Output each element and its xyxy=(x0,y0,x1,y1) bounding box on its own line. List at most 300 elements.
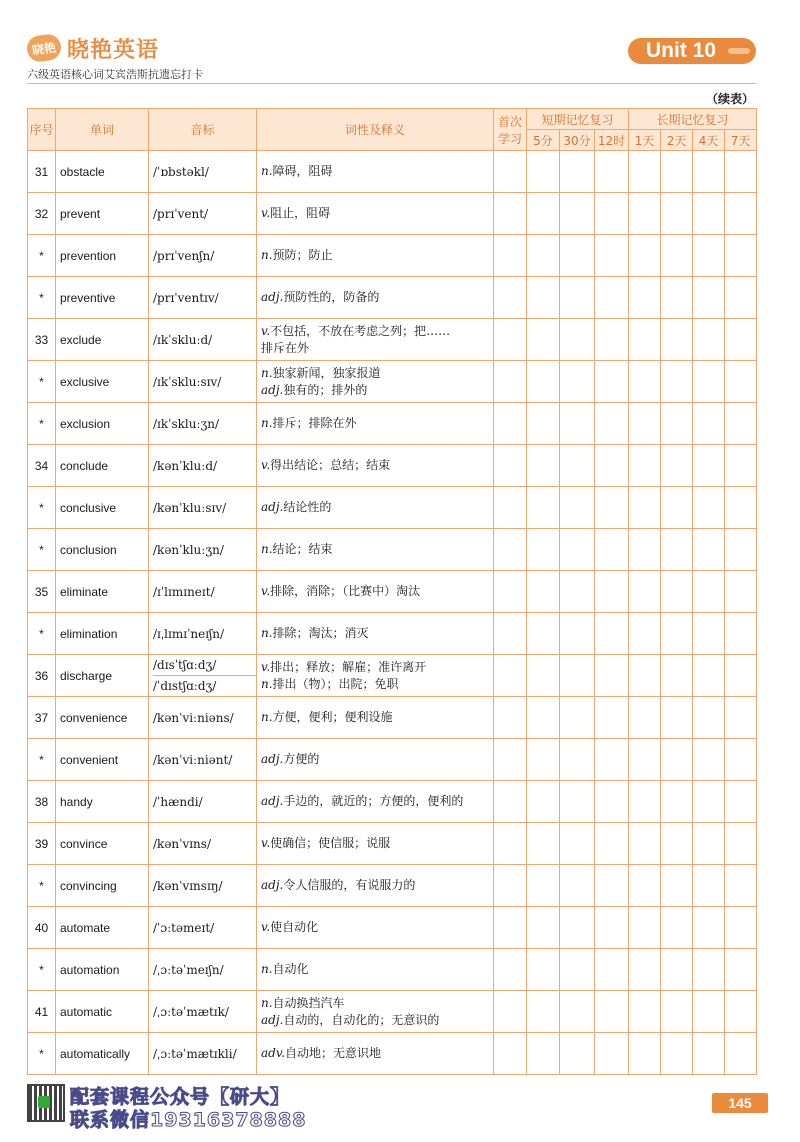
definition-line xyxy=(261,676,493,693)
review-checkbox-cell xyxy=(560,403,595,445)
row-seq: * xyxy=(28,487,56,529)
header-short-30min: 30分 xyxy=(560,130,595,151)
vocab-table-body xyxy=(28,151,757,1075)
row-definition xyxy=(257,991,494,1033)
row-definition xyxy=(257,697,494,739)
row-phonetic: /kənˈvɪns/ xyxy=(149,823,257,865)
review-checkbox-cell xyxy=(693,949,725,991)
table-row xyxy=(28,655,757,697)
part-of-speech: n. xyxy=(261,248,273,262)
row-definition xyxy=(257,949,494,991)
review-checkbox-cell xyxy=(560,697,595,739)
table-row xyxy=(28,1033,757,1075)
row-phonetic: /ˌɔːtəˈmætɪk/ xyxy=(149,991,257,1033)
review-checkbox-cell xyxy=(725,697,757,739)
review-checkbox-cell xyxy=(595,193,629,235)
definition-line xyxy=(261,1045,493,1062)
review-checkbox-cell xyxy=(494,151,527,193)
row-word: prevention xyxy=(56,235,149,277)
review-checkbox-cell xyxy=(560,823,595,865)
table-row xyxy=(28,991,757,1033)
row-phonetic: /ɪkˈskluːsɪv/ xyxy=(149,361,257,403)
review-checkbox-cell xyxy=(661,445,693,487)
review-checkbox-cell xyxy=(629,151,661,193)
review-checkbox-cell xyxy=(661,697,693,739)
row-word: convince xyxy=(56,823,149,865)
row-phonetic: /ɪˌlɪmɪˈneɪʃn/ xyxy=(149,613,257,655)
part-of-speech: adj. xyxy=(261,752,284,766)
review-checkbox-cell xyxy=(661,193,693,235)
row-phonetic: /ˌɔːtəˈmeɪʃn/ xyxy=(149,949,257,991)
review-checkbox-cell xyxy=(494,613,527,655)
table-row xyxy=(28,235,757,277)
definition-text: 使确信；使信服；说服 xyxy=(270,836,391,850)
row-phonetic: /kənˈkluːʒn/ xyxy=(149,529,257,571)
definition-line xyxy=(261,751,493,768)
row-word: exclude xyxy=(56,319,149,361)
row-word: discharge xyxy=(56,655,149,697)
row-seq: 33 xyxy=(28,319,56,361)
review-checkbox-cell xyxy=(494,949,527,991)
review-checkbox-cell xyxy=(629,235,661,277)
definition-text: 排斥；排除在外 xyxy=(272,416,357,430)
header-divider xyxy=(27,83,756,84)
definition-text: 自动的，自动化的；无意识的 xyxy=(283,1012,440,1027)
review-checkbox-cell xyxy=(527,697,560,739)
review-checkbox-cell xyxy=(693,361,725,403)
row-seq: 36 xyxy=(28,655,56,697)
part-of-speech: n. xyxy=(261,542,273,556)
row-phonetic: /ɪˈlɪmɪneɪt/ xyxy=(149,571,257,613)
review-checkbox-cell xyxy=(629,823,661,865)
row-seq: 39 xyxy=(28,823,56,865)
header-phonetic: 音标 xyxy=(149,109,257,151)
review-checkbox-cell xyxy=(527,823,560,865)
review-checkbox-cell xyxy=(629,529,661,571)
review-checkbox-cell xyxy=(527,277,560,319)
review-checkbox-cell xyxy=(693,193,725,235)
row-word: automate xyxy=(56,907,149,949)
review-checkbox-cell xyxy=(725,781,757,823)
definition-line xyxy=(261,625,493,642)
definition-text: 阻止，阻碍 xyxy=(270,206,331,220)
review-checkbox-cell xyxy=(629,949,661,991)
part-of-speech: adj. xyxy=(261,878,284,892)
definition-text: 障碍，阻碍 xyxy=(272,164,333,178)
review-checkbox-cell xyxy=(693,151,725,193)
review-checkbox-cell xyxy=(661,739,693,781)
table-row xyxy=(28,613,757,655)
row-phonetic: /kənˈviːniənt/ xyxy=(149,739,257,781)
row-phonetic: /prɪˈventɪv/ xyxy=(149,277,257,319)
definition-text: 预防性的，防备的 xyxy=(283,290,380,304)
review-checkbox-cell xyxy=(527,865,560,907)
review-checkbox-cell xyxy=(693,403,725,445)
review-checkbox-cell xyxy=(725,655,757,697)
review-checkbox-cell xyxy=(725,361,757,403)
row-phonetic: /kənˈvɪnsɪŋ/ xyxy=(149,865,257,907)
table-row xyxy=(28,445,757,487)
review-checkbox-cell xyxy=(725,403,757,445)
part-of-speech: v. xyxy=(261,920,271,934)
row-word: prevent xyxy=(56,193,149,235)
header-long-7d: 7天 xyxy=(725,130,757,151)
table-row xyxy=(28,319,757,361)
row-definition xyxy=(257,781,494,823)
row-phonetic: /prɪˈvent/ xyxy=(149,193,257,235)
review-checkbox-cell xyxy=(527,781,560,823)
table-row xyxy=(28,193,757,235)
review-checkbox-cell xyxy=(725,571,757,613)
definition-text: 预防；防止 xyxy=(272,248,333,262)
review-checkbox-cell xyxy=(725,445,757,487)
row-word: exclusion xyxy=(56,403,149,445)
review-checkbox-cell xyxy=(595,277,629,319)
definition-text: 令人信服的，有说服力的 xyxy=(283,878,416,892)
row-seq: * xyxy=(28,403,56,445)
part-of-speech: n. xyxy=(261,416,273,430)
row-seq: * xyxy=(28,613,56,655)
review-checkbox-cell xyxy=(693,235,725,277)
row-word: convenience xyxy=(56,697,149,739)
definition-text: 独家新闻，独家报道 xyxy=(272,365,381,380)
definition-text: 手边的，就近的；方便的，便利的 xyxy=(283,794,464,808)
review-checkbox-cell xyxy=(661,361,693,403)
review-checkbox-cell xyxy=(693,991,725,1033)
review-checkbox-cell xyxy=(693,823,725,865)
header-first-study: 首次学习 xyxy=(494,109,527,151)
review-checkbox-cell xyxy=(527,235,560,277)
row-word: automation xyxy=(56,949,149,991)
review-checkbox-cell xyxy=(560,1033,595,1075)
review-checkbox-cell xyxy=(527,739,560,781)
page-number: 145 xyxy=(712,1093,768,1113)
review-checkbox-cell xyxy=(661,571,693,613)
row-definition xyxy=(257,151,494,193)
review-checkbox-cell xyxy=(527,403,560,445)
definition-line xyxy=(261,247,493,264)
review-checkbox-cell xyxy=(661,823,693,865)
row-phonetic xyxy=(149,655,257,697)
review-checkbox-cell xyxy=(693,655,725,697)
review-checkbox-cell xyxy=(595,949,629,991)
review-checkbox-cell xyxy=(527,445,560,487)
review-checkbox-cell xyxy=(661,991,693,1033)
part-of-speech: v. xyxy=(261,584,271,598)
review-checkbox-cell xyxy=(560,991,595,1033)
row-word: convincing xyxy=(56,865,149,907)
table-row xyxy=(28,277,757,319)
review-checkbox-cell xyxy=(560,445,595,487)
table-row xyxy=(28,865,757,907)
review-checkbox-cell xyxy=(725,277,757,319)
part-of-speech: n. xyxy=(261,995,273,1010)
header-short-5min: 5分 xyxy=(527,130,560,151)
review-checkbox-cell xyxy=(629,781,661,823)
review-checkbox-cell xyxy=(725,949,757,991)
row-word: elimination xyxy=(56,613,149,655)
review-checkbox-cell xyxy=(494,403,527,445)
review-checkbox-cell xyxy=(629,655,661,697)
review-checkbox-cell xyxy=(560,655,595,697)
row-definition xyxy=(257,907,494,949)
review-checkbox-cell xyxy=(629,571,661,613)
review-checkbox-cell xyxy=(494,1033,527,1075)
header-long-1d: 1天 xyxy=(629,130,661,151)
review-checkbox-cell xyxy=(494,361,527,403)
review-checkbox-cell xyxy=(629,865,661,907)
review-checkbox-cell xyxy=(725,865,757,907)
review-checkbox-cell xyxy=(725,613,757,655)
definition-line xyxy=(261,1012,493,1029)
review-checkbox-cell xyxy=(629,445,661,487)
review-checkbox-cell xyxy=(560,781,595,823)
table-row xyxy=(28,949,757,991)
review-checkbox-cell xyxy=(629,1033,661,1075)
qr-center-icon xyxy=(38,1096,50,1108)
header-seq: 序号 xyxy=(28,109,56,151)
continued-label: （续表） xyxy=(705,92,754,106)
review-checkbox-cell xyxy=(560,235,595,277)
header-word: 单词 xyxy=(56,109,149,151)
row-seq: * xyxy=(28,1033,56,1075)
definition-line xyxy=(261,163,493,180)
table-row xyxy=(28,823,757,865)
review-checkbox-cell xyxy=(629,991,661,1033)
review-checkbox-cell xyxy=(494,655,527,697)
review-checkbox-cell xyxy=(725,235,757,277)
review-checkbox-cell xyxy=(527,529,560,571)
part-of-speech: n. xyxy=(261,365,273,380)
definition-line xyxy=(261,919,493,936)
review-checkbox-cell xyxy=(560,151,595,193)
review-checkbox-cell xyxy=(560,487,595,529)
review-checkbox-cell xyxy=(725,907,757,949)
review-checkbox-cell xyxy=(629,361,661,403)
definition-line xyxy=(261,289,493,306)
review-checkbox-cell xyxy=(725,529,757,571)
table-row xyxy=(28,697,757,739)
review-checkbox-cell xyxy=(693,319,725,361)
row-phonetic: /ɪkˈskluːʒn/ xyxy=(149,403,257,445)
review-checkbox-cell xyxy=(494,277,527,319)
row-seq: 40 xyxy=(28,907,56,949)
row-seq: 41 xyxy=(28,991,56,1033)
review-checkbox-cell xyxy=(693,781,725,823)
definition-line xyxy=(261,205,493,222)
review-checkbox-cell xyxy=(560,319,595,361)
row-seq: 31 xyxy=(28,151,56,193)
review-checkbox-cell xyxy=(527,655,560,697)
review-checkbox-cell xyxy=(661,235,693,277)
review-checkbox-cell xyxy=(560,193,595,235)
review-checkbox-cell xyxy=(661,781,693,823)
part-of-speech: v. xyxy=(261,206,271,220)
table-row xyxy=(28,487,757,529)
row-seq: * xyxy=(28,865,56,907)
row-phonetic: /ˈhændi/ xyxy=(149,781,257,823)
row-definition xyxy=(257,319,494,361)
review-checkbox-cell xyxy=(629,403,661,445)
row-phonetic: /ˈɒbstəkl/ xyxy=(149,151,257,193)
definition-text: 自动换挡汽车 xyxy=(272,995,345,1010)
review-checkbox-cell xyxy=(494,445,527,487)
review-checkbox-cell xyxy=(595,361,629,403)
review-checkbox-cell xyxy=(661,151,693,193)
definition-line xyxy=(261,659,493,676)
review-checkbox-cell xyxy=(595,529,629,571)
row-word: eliminate xyxy=(56,571,149,613)
row-seq: * xyxy=(28,277,56,319)
review-checkbox-cell xyxy=(629,277,661,319)
review-checkbox-cell xyxy=(527,193,560,235)
phonetic-text: /ˈdɪstʃɑːdʒ/ xyxy=(153,675,256,696)
review-checkbox-cell xyxy=(595,571,629,613)
definition-line xyxy=(261,961,493,978)
row-word: preventive xyxy=(56,277,149,319)
review-checkbox-cell xyxy=(693,739,725,781)
part-of-speech: v. xyxy=(261,323,271,338)
header-long-4d: 4天 xyxy=(693,130,725,151)
row-seq: 37 xyxy=(28,697,56,739)
review-checkbox-cell xyxy=(595,991,629,1033)
header-short-12h: 12时 xyxy=(595,130,629,151)
review-checkbox-cell xyxy=(560,571,595,613)
part-of-speech: v. xyxy=(261,659,271,674)
vocab-table xyxy=(27,108,757,1075)
brand-name: 晓艳英语 xyxy=(67,37,160,63)
header-definition: 词性及释义 xyxy=(257,109,494,151)
review-checkbox-cell xyxy=(527,487,560,529)
review-checkbox-cell xyxy=(661,613,693,655)
review-checkbox-cell xyxy=(725,151,757,193)
row-seq: 35 xyxy=(28,571,56,613)
review-checkbox-cell xyxy=(527,319,560,361)
row-phonetic: /ɪkˈskluːd/ xyxy=(149,319,257,361)
part-of-speech: n. xyxy=(261,710,273,724)
review-checkbox-cell xyxy=(494,739,527,781)
review-checkbox-cell xyxy=(661,655,693,697)
review-checkbox-cell xyxy=(693,697,725,739)
review-checkbox-cell xyxy=(661,319,693,361)
review-checkbox-cell xyxy=(560,739,595,781)
review-checkbox-cell xyxy=(661,949,693,991)
review-checkbox-cell xyxy=(661,1033,693,1075)
review-checkbox-cell xyxy=(595,823,629,865)
review-checkbox-cell xyxy=(560,529,595,571)
review-checkbox-cell xyxy=(560,613,595,655)
header-short-term: 短期记忆复习 xyxy=(527,109,629,130)
review-checkbox-cell xyxy=(661,529,693,571)
review-checkbox-cell xyxy=(595,403,629,445)
review-checkbox-cell xyxy=(595,235,629,277)
review-checkbox-cell xyxy=(595,613,629,655)
row-definition xyxy=(257,487,494,529)
review-checkbox-cell xyxy=(494,865,527,907)
review-checkbox-cell xyxy=(629,613,661,655)
row-word: exclusive xyxy=(56,361,149,403)
page-subtitle: 六级英语核心词艾宾浩斯抗遗忘打卡 xyxy=(27,68,203,81)
review-checkbox-cell xyxy=(693,613,725,655)
review-checkbox-cell xyxy=(595,865,629,907)
review-checkbox-cell xyxy=(494,697,527,739)
row-seq: * xyxy=(28,949,56,991)
review-checkbox-cell xyxy=(629,697,661,739)
review-checkbox-cell xyxy=(693,445,725,487)
definition-text: 方便，便利；便利设施 xyxy=(272,710,393,724)
review-checkbox-cell xyxy=(595,907,629,949)
row-definition xyxy=(257,613,494,655)
brand-logo-icon: 晓艳 xyxy=(25,33,62,63)
row-phonetic: /kənˈviːniəns/ xyxy=(149,697,257,739)
table-row xyxy=(28,571,757,613)
table-row xyxy=(28,907,757,949)
row-phonetic: /kənˈkluːd/ xyxy=(149,445,257,487)
review-checkbox-cell xyxy=(629,193,661,235)
review-checkbox-cell xyxy=(661,865,693,907)
definition-text: 排除；淘汰；消灭 xyxy=(272,626,369,640)
review-checkbox-cell xyxy=(494,823,527,865)
review-checkbox-cell xyxy=(494,991,527,1033)
review-checkbox-cell xyxy=(725,1033,757,1075)
part-of-speech: adj. xyxy=(261,794,284,808)
row-phonetic: /ˌɔːtəˈmætɪkli/ xyxy=(149,1033,257,1075)
definition-text: 不包括，不放在考虑之列；把…… xyxy=(270,323,451,338)
table-row xyxy=(28,781,757,823)
review-checkbox-cell xyxy=(661,277,693,319)
review-checkbox-cell xyxy=(527,907,560,949)
review-checkbox-cell xyxy=(560,865,595,907)
row-definition xyxy=(257,403,494,445)
row-definition xyxy=(257,361,494,403)
part-of-speech: n. xyxy=(261,962,273,976)
definition-text: 排除，消除；（比赛中）淘汰 xyxy=(270,584,421,598)
review-checkbox-cell xyxy=(629,907,661,949)
row-word: conclusive xyxy=(56,487,149,529)
review-checkbox-cell xyxy=(693,907,725,949)
badge-decoration-icon xyxy=(728,48,750,54)
row-seq: * xyxy=(28,739,56,781)
row-word: automatically xyxy=(56,1033,149,1075)
review-checkbox-cell xyxy=(661,403,693,445)
review-checkbox-cell xyxy=(527,991,560,1033)
row-seq: * xyxy=(28,235,56,277)
review-checkbox-cell xyxy=(527,151,560,193)
row-definition xyxy=(257,529,494,571)
review-checkbox-cell xyxy=(595,487,629,529)
review-checkbox-cell xyxy=(527,571,560,613)
part-of-speech: n. xyxy=(261,626,273,640)
definition-line xyxy=(261,709,493,726)
header-long-term: 长期记忆复习 xyxy=(629,109,757,130)
row-seq: * xyxy=(28,529,56,571)
definition-line xyxy=(261,877,493,894)
definition-line xyxy=(261,415,493,432)
review-checkbox-cell xyxy=(725,319,757,361)
review-checkbox-cell xyxy=(595,655,629,697)
review-checkbox-cell xyxy=(661,487,693,529)
definition-line xyxy=(261,835,493,852)
row-definition xyxy=(257,865,494,907)
promo-line-1: 配套课程公众号【研大】 xyxy=(70,1086,291,1108)
review-checkbox-cell xyxy=(527,1033,560,1075)
promo-line-2: 联系微信19316378888 xyxy=(70,1109,307,1131)
table-row xyxy=(28,361,757,403)
definition-line xyxy=(261,499,493,516)
part-of-speech: n. xyxy=(261,164,273,178)
review-checkbox-cell xyxy=(494,907,527,949)
row-seq: 38 xyxy=(28,781,56,823)
